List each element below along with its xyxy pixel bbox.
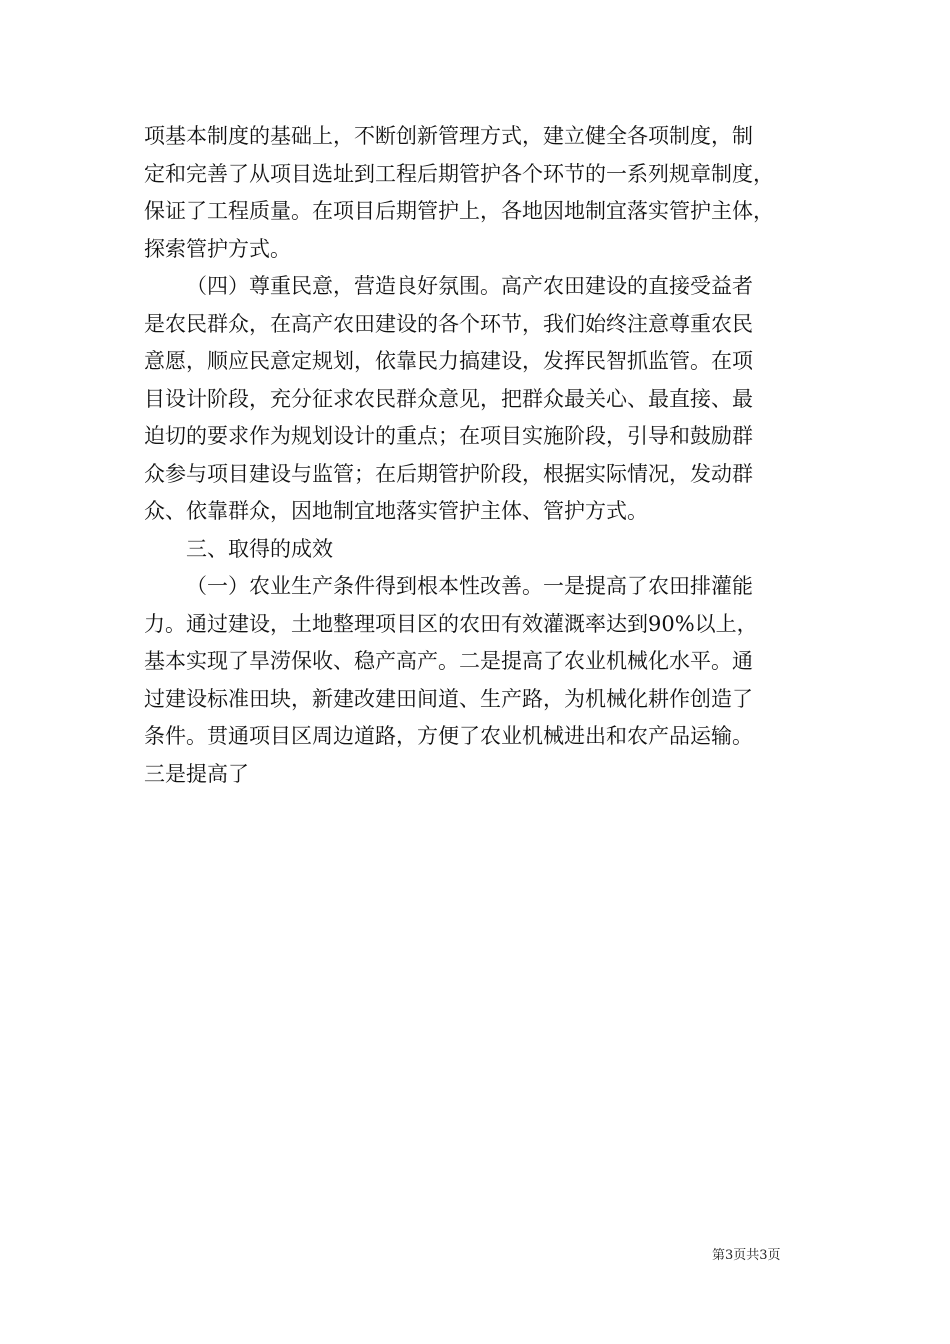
paragraph-start-line: （四）尊重民意，营造良好氛围。高产农田建设的直接受益者 [186,274,753,298]
text-line: 项基本制度的基础上，不断创新管理方式，建立健全各项制度，制 [144,124,753,148]
text-line: 三是提高了 [144,761,249,786]
text-line: 条件。贯通项目区周边道路，方便了农业机械进出和农产品运输。 [144,724,753,748]
section-heading: 三、取得的成效 [186,536,333,561]
text-line: 众、依靠群众，因地制宜地落实管护主体、管护方式。 [144,499,648,523]
page-number-footer: 第3页共3页 [712,1248,781,1263]
text-line: 力。通过建设，土地整理项目区的农田有效灌溉率达到90%以上， [144,611,758,636]
text-line: 基本实现了旱涝保收、稳产高产。二是提高了农业机械化水平。通 [144,649,753,673]
text-line: 意愿，顺应民意定规划，依靠民力搞建设，发挥民智抓监管。在项 [144,349,753,373]
text-line: 目设计阶段，充分征求农民群众意见，把群众最关心、最直接、最 [144,386,753,411]
text-line: 定和完善了从项目选址到工程后期管护各个环节的一系列规章制度， [144,161,774,186]
text-line: 保证了工程质量。在项目后期管护上，各地因地制宜落实管护主体， [144,199,774,223]
text-line: 迫切的要求作为规划设计的重点；在项目实施阶段，引导和鼓励群 [144,424,753,448]
text-line: 是农民群众，在高产农田建设的各个环节，我们始终注意尊重农民 [144,311,753,336]
paragraph-start-line: （一）农业生产条件得到根本性改善。一是提高了农田排灌能 [186,574,753,598]
text-line: 众参与项目建设与监管；在后期管护阶段，根据实际情况，发动群 [144,461,753,486]
text-line: 探索管护方式。 [144,236,291,261]
document-body [144,118,808,793]
text-line: 过建设标准田块，新建改建田间道、生产路，为机械化耕作创造了 [144,686,753,711]
